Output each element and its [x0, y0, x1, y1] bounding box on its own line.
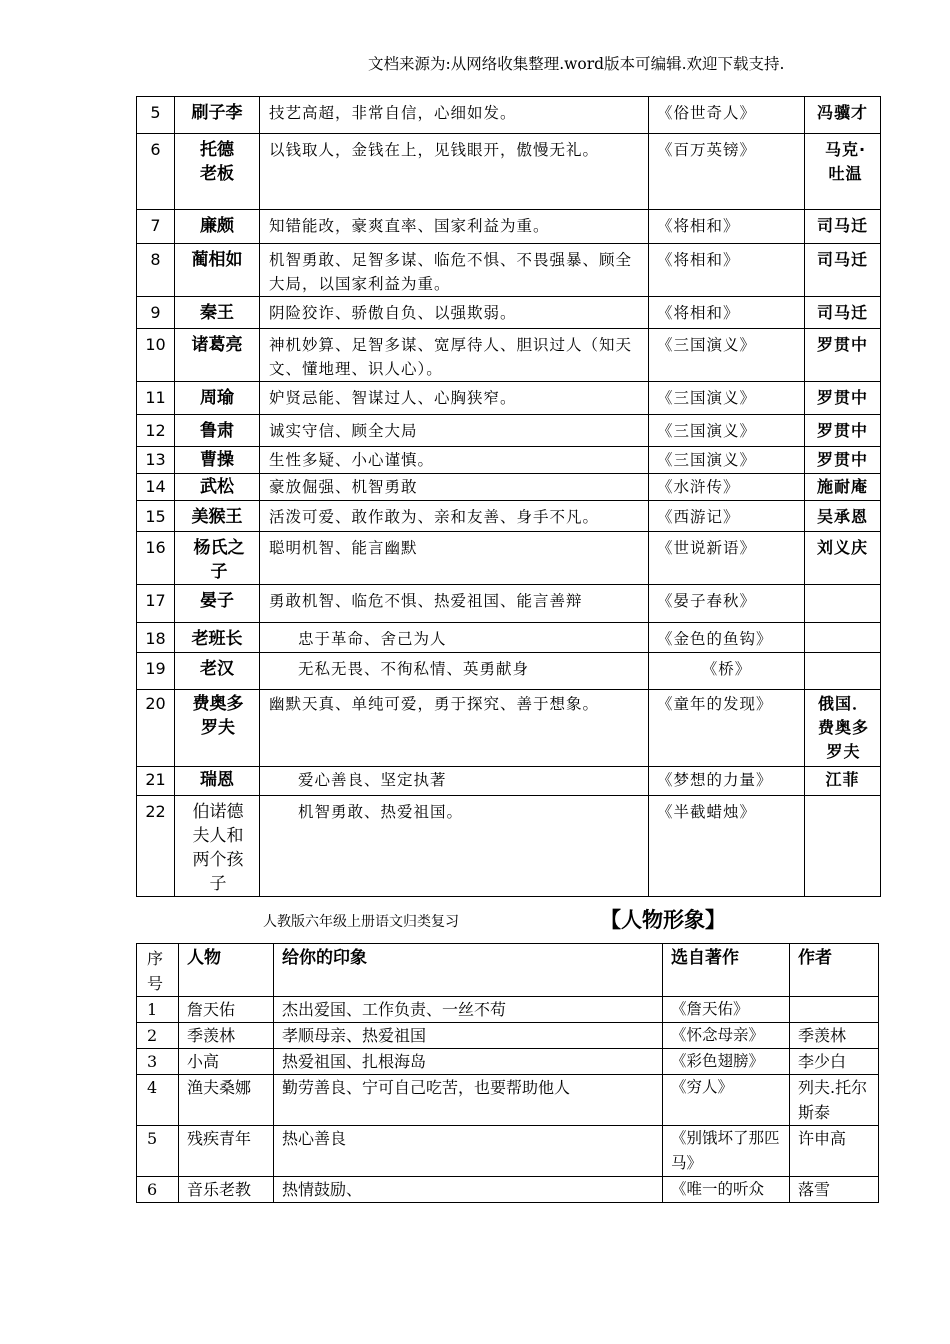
character-name: 诸葛亮	[175, 329, 260, 382]
header-impression: 给你的印象	[274, 944, 663, 997]
author: 落雪	[790, 1177, 879, 1203]
row-number: 19	[137, 653, 175, 690]
row-number: 9	[137, 297, 175, 329]
author: 刘义庆	[805, 532, 881, 585]
table-row	[137, 415, 881, 447]
character-name: 秦王	[175, 297, 260, 329]
source-work: 《俗世奇人》	[649, 97, 805, 134]
table-row	[137, 97, 881, 134]
table-row	[137, 997, 879, 1023]
row-number: 6	[137, 134, 175, 210]
author: 罗贯中	[805, 415, 881, 447]
table-row	[137, 210, 881, 244]
character-impression: 知错能改，豪爽直率、国家利益为重。	[260, 210, 649, 244]
character-impression: 技艺高超，非常自信，心细如发。	[260, 97, 649, 134]
impression: 热心善良	[274, 1126, 663, 1177]
source-work: 《三国演义》	[649, 447, 805, 474]
table-row	[137, 329, 881, 382]
table-row	[137, 1126, 879, 1177]
author	[805, 585, 881, 623]
source-work: 《童年的发现》	[649, 690, 805, 767]
author: 司马迁	[805, 210, 881, 244]
character-impression: 豪放倔强、机智勇敢	[260, 474, 649, 501]
row-number: 16	[137, 532, 175, 585]
source-work: 《将相和》	[649, 210, 805, 244]
table-row	[137, 532, 881, 585]
row-seq: 2	[137, 1023, 179, 1049]
character-table-continued	[136, 96, 881, 897]
character-impression: 阴险狡诈、骄傲自负、以强欺弱。	[260, 297, 649, 329]
table-row	[137, 501, 881, 532]
table-header-row	[137, 944, 879, 997]
character-name: 老汉	[175, 653, 260, 690]
source-work: 《梦想的力量》	[649, 767, 805, 796]
source-work: 《将相和》	[649, 244, 805, 297]
source-work: 《百万英镑》	[649, 134, 805, 210]
person: 渔夫桑娜	[179, 1075, 274, 1126]
source-work: 《三国演义》	[649, 415, 805, 447]
character-name: 鲁肃	[175, 415, 260, 447]
source-work: 《彩色翅膀》	[663, 1049, 790, 1075]
row-number: 12	[137, 415, 175, 447]
table-row	[137, 297, 881, 329]
section-title: 【人物形象】	[600, 908, 726, 932]
character-name: 曹操	[175, 447, 260, 474]
table-row	[137, 690, 881, 767]
table-row	[137, 447, 881, 474]
character-name: 美猴王	[175, 501, 260, 532]
table-row	[137, 244, 881, 297]
table-row	[137, 585, 881, 623]
source-work: 《怀念母亲》	[663, 1023, 790, 1049]
row-seq: 3	[137, 1049, 179, 1075]
character-impression: 活泼可爱、敢作敢为、亲和友善、身手不凡。	[260, 501, 649, 532]
person: 残疾青年	[179, 1126, 274, 1177]
character-name: 托德老板	[175, 134, 260, 210]
source-work: 《金色的鱼钩》	[649, 623, 805, 653]
impression: 杰出爱国、工作负责、一丝不苟	[274, 997, 663, 1023]
character-impression: 爱心善良、坚定执著	[260, 767, 649, 796]
row-number: 18	[137, 623, 175, 653]
character-impression: 无私无畏、不徇私情、英勇献身	[260, 653, 649, 690]
author: 吴承恩	[805, 501, 881, 532]
author: 江菲	[805, 767, 881, 796]
character-impression: 诚实守信、顾全大局	[260, 415, 649, 447]
character-impression: 神机妙算、足智多谋、宽厚待人、胆识过人（知天文、懂地理、识人心）。	[260, 329, 649, 382]
row-seq: 5	[137, 1126, 179, 1177]
section-subtitle: 人教版六年级上册语文归类复习	[263, 914, 459, 930]
character-name: 蔺相如	[175, 244, 260, 297]
author: 罗贯中	[805, 447, 881, 474]
person: 小高	[179, 1049, 274, 1075]
author: 罗贯中	[805, 382, 881, 415]
table-row	[137, 1049, 879, 1075]
header-note: 文档来源为:从网络收集整理.word版本可编辑.欢迎下载支持.	[368, 55, 785, 73]
character-name: 晏子	[175, 585, 260, 623]
character-name: 武松	[175, 474, 260, 501]
source-work: 《水浒传》	[649, 474, 805, 501]
row-seq: 1	[137, 997, 179, 1023]
character-table	[136, 943, 879, 1203]
author	[805, 653, 881, 690]
source-work: 《詹天佑》	[663, 997, 790, 1023]
character-name: 廉颇	[175, 210, 260, 244]
table-row	[137, 1177, 879, 1203]
character-name: 杨氏之子	[175, 532, 260, 585]
person: 音乐老教	[179, 1177, 274, 1203]
author: 俄国．费奥多罗夫	[805, 690, 881, 767]
source-work: 《别饿坏了那匹马》	[663, 1126, 790, 1177]
header-person: 人物	[179, 944, 274, 997]
table-row	[137, 653, 881, 690]
table-row	[137, 474, 881, 501]
row-number: 7	[137, 210, 175, 244]
source-work: 《晏子春秋》	[649, 585, 805, 623]
impression: 孝顺母亲、热爱祖国	[274, 1023, 663, 1049]
header-work: 选自著作	[663, 944, 790, 997]
table-row	[137, 382, 881, 415]
table-row	[137, 1023, 879, 1049]
impression: 热情鼓励、	[274, 1177, 663, 1203]
table-row	[137, 623, 881, 653]
person: 季羡林	[179, 1023, 274, 1049]
source-work: 《桥》	[649, 653, 805, 690]
author: 司马迁	[805, 297, 881, 329]
table-row	[137, 134, 881, 210]
author: 施耐庵	[805, 474, 881, 501]
table-row	[137, 796, 881, 897]
character-impression: 以钱取人，金钱在上，见钱眼开，傲慢无礼。	[260, 134, 649, 210]
person: 詹天佑	[179, 997, 274, 1023]
author: 冯骥才	[805, 97, 881, 134]
character-name: 瑞恩	[175, 767, 260, 796]
character-impression: 聪明机智、能言幽默	[260, 532, 649, 585]
source-work: 《世说新语》	[649, 532, 805, 585]
author: 马克·吐温	[805, 134, 881, 210]
character-name: 老班长	[175, 623, 260, 653]
character-impression: 妒贤忌能、智谋过人、心胸狭窄。	[260, 382, 649, 415]
author	[805, 623, 881, 653]
row-number: 13	[137, 447, 175, 474]
author: 司马迁	[805, 244, 881, 297]
impression: 热爱祖国、扎根海岛	[274, 1049, 663, 1075]
author: 季羡林	[790, 1023, 879, 1049]
source-work: 《半截蜡烛》	[649, 796, 805, 897]
source-work: 《唯一的听众	[663, 1177, 790, 1203]
source-work: 《穷人》	[663, 1075, 790, 1126]
header-seq: 序号	[137, 944, 179, 997]
character-impression: 忠于革命、舍己为人	[260, 623, 649, 653]
character-impression: 勇敢机智、临危不惧、热爱祖国、能言善辩	[260, 585, 649, 623]
row-number: 10	[137, 329, 175, 382]
impression: 勤劳善良、宁可自己吃苦，也要帮助他人	[274, 1075, 663, 1126]
section-heading	[0, 904, 950, 934]
row-number: 8	[137, 244, 175, 297]
source-work: 《三国演义》	[649, 382, 805, 415]
character-name: 伯诺德夫人和两个孩子	[175, 796, 260, 897]
character-impression: 机智勇敢、足智多谋、临危不惧、不畏强暴、顾全大局，以国家利益为重。	[260, 244, 649, 297]
author: 罗贯中	[805, 329, 881, 382]
table-row	[137, 767, 881, 796]
row-number: 5	[137, 97, 175, 134]
row-number: 21	[137, 767, 175, 796]
row-number: 14	[137, 474, 175, 501]
source-work: 《将相和》	[649, 297, 805, 329]
table-row	[137, 1075, 879, 1126]
character-name: 费奥多罗夫	[175, 690, 260, 767]
author: 许申高	[790, 1126, 879, 1177]
row-seq: 6	[137, 1177, 179, 1203]
row-number: 15	[137, 501, 175, 532]
row-seq: 4	[137, 1075, 179, 1126]
character-impression: 幽默天真、单纯可爱，勇于探究、善于想象。	[260, 690, 649, 767]
author: 李少白	[790, 1049, 879, 1075]
header-author: 作者	[790, 944, 879, 997]
row-number: 11	[137, 382, 175, 415]
character-name: 周瑜	[175, 382, 260, 415]
author: 列夫.托尔斯泰	[790, 1075, 879, 1126]
author	[790, 997, 879, 1023]
row-number: 22	[137, 796, 175, 897]
source-work: 《三国演义》	[649, 329, 805, 382]
source-work: 《西游记》	[649, 501, 805, 532]
character-name: 刷子李	[175, 97, 260, 134]
character-impression: 机智勇敢、热爱祖国。	[260, 796, 649, 897]
row-number: 20	[137, 690, 175, 767]
character-impression: 生性多疑、小心谨慎。	[260, 447, 649, 474]
row-number: 17	[137, 585, 175, 623]
author	[805, 796, 881, 897]
